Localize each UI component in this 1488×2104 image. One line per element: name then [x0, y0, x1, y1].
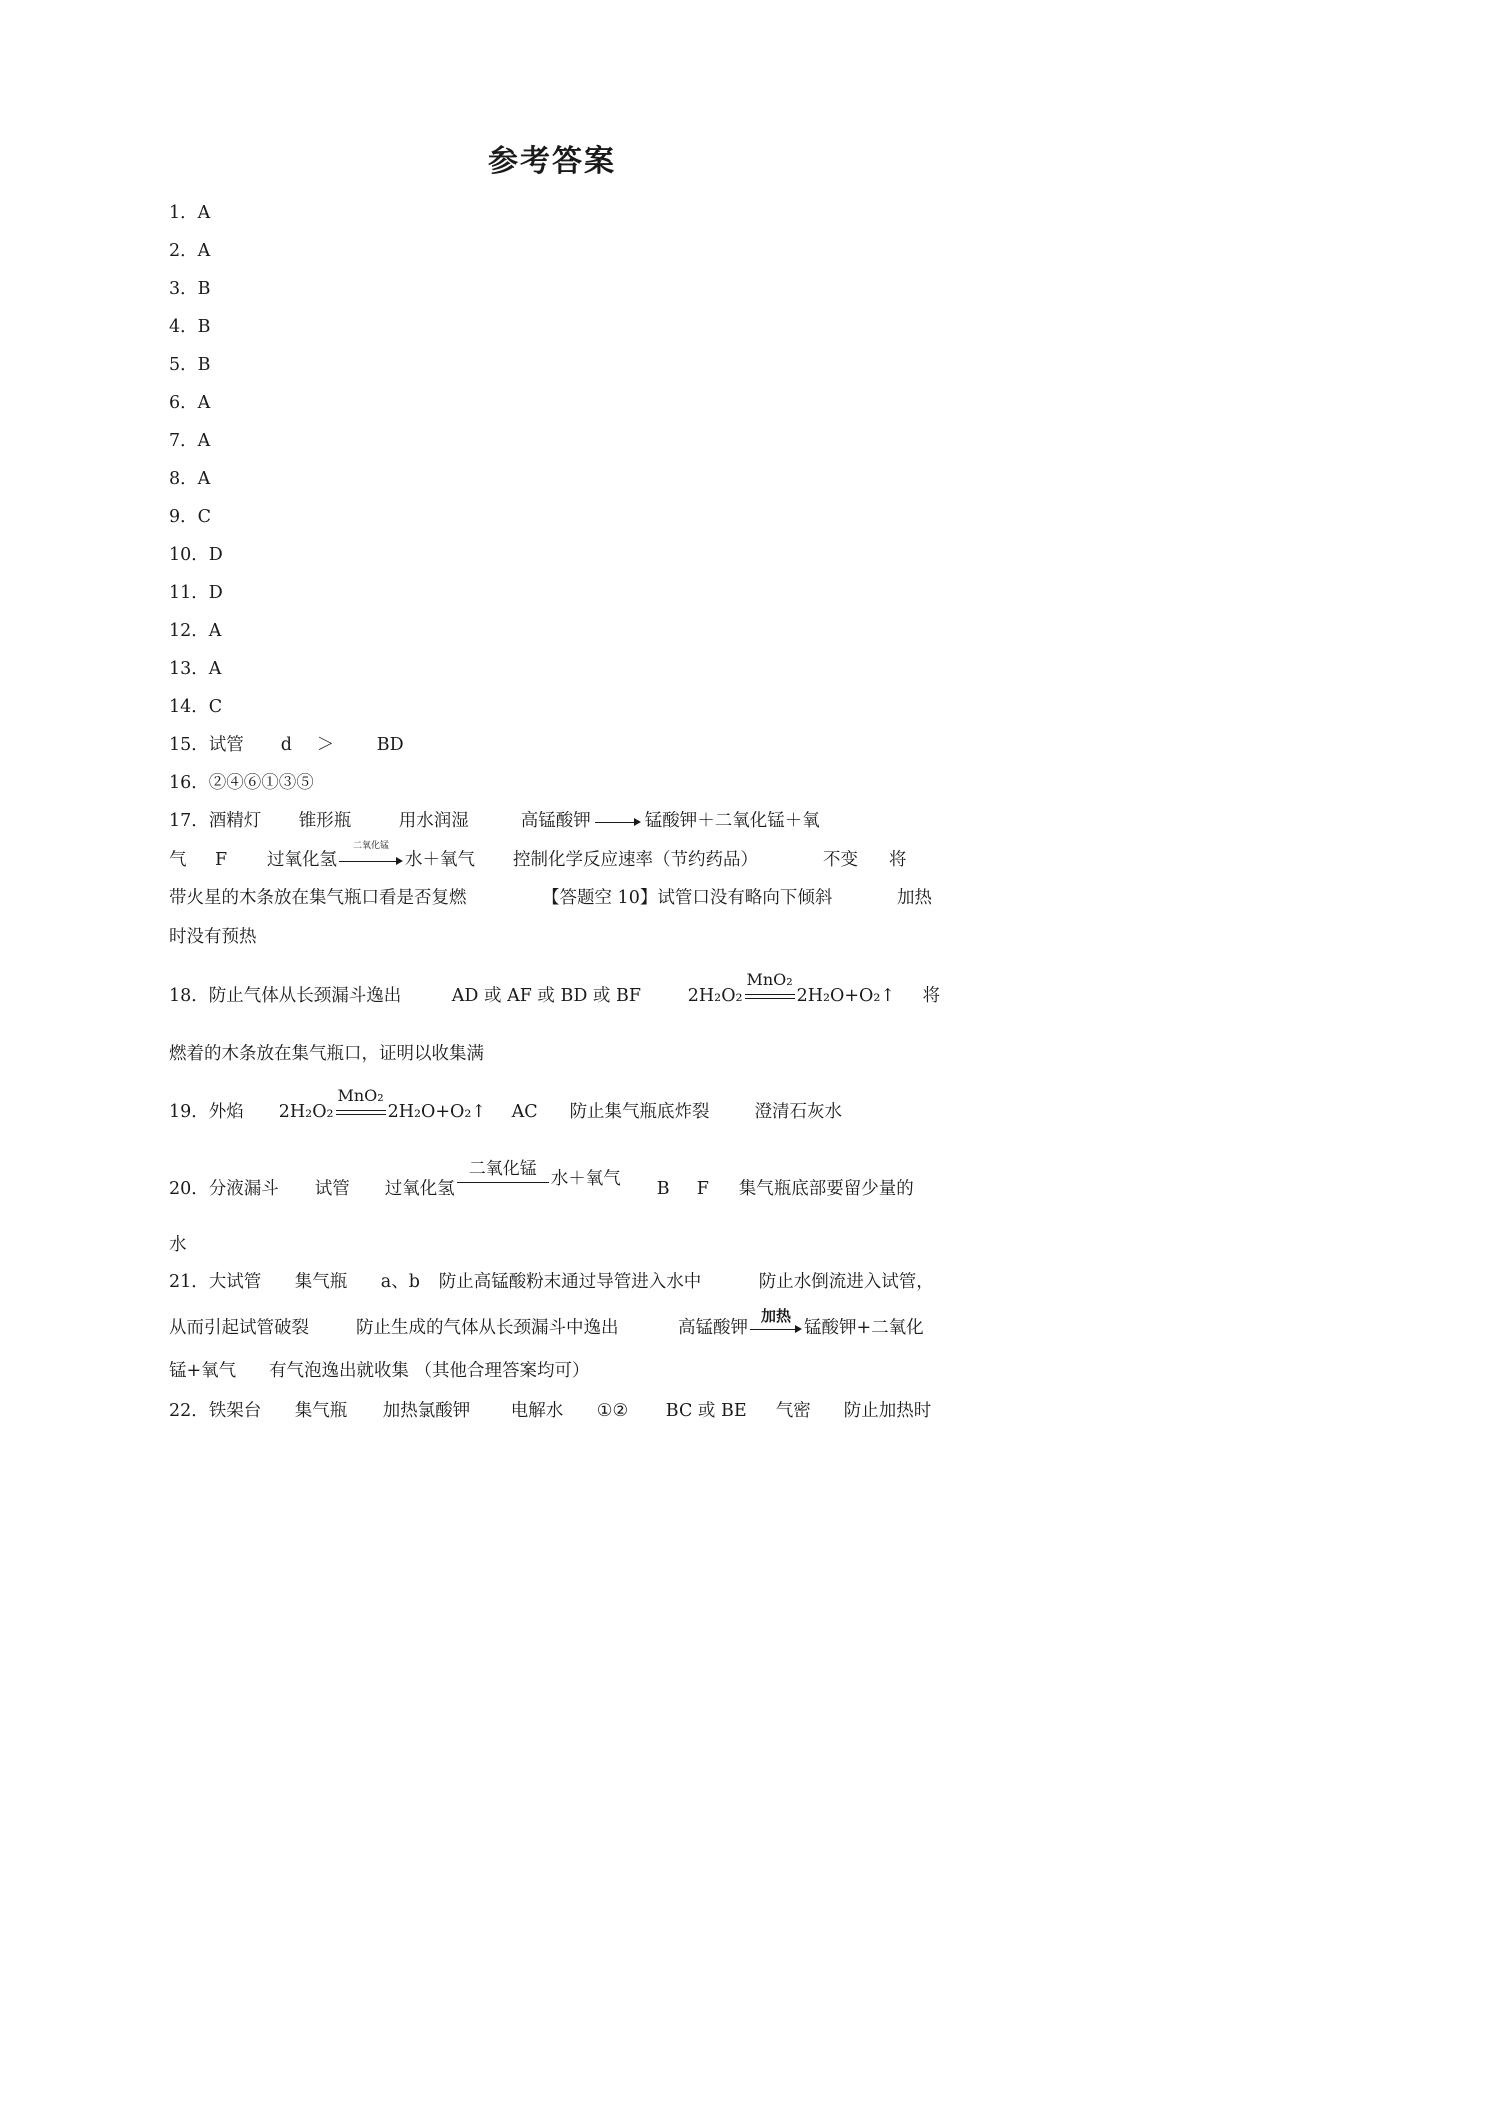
answer-line: 14．C: [169, 697, 223, 717]
answer-part: 有气泡逸出就收集 （其他合理答案均可）: [269, 1361, 590, 1381]
question-number: 20．: [169, 1179, 209, 1199]
answer-21-line-1: [169, 1270, 934, 1294]
question-number: 22．: [169, 1401, 209, 1421]
answer-15: [169, 733, 404, 757]
answer-part: 高锰酸钾: [520, 811, 591, 831]
answer-part: 控制化学反应速率（节约药品）: [513, 850, 758, 870]
answer-line: 1．A: [169, 203, 211, 223]
answer-part: ＞: [316, 735, 335, 755]
answer-line: 6．A: [169, 393, 211, 413]
answer-part: BC 或 BE: [665, 1401, 747, 1421]
answer-17-line-2: [169, 840, 907, 872]
answer-line: 2．A: [169, 241, 211, 261]
answer-part: 分液漏斗: [208, 1179, 279, 1199]
answer-16: 16．②④⑥①③⑤: [169, 773, 314, 793]
answer-part: 酒精灯: [208, 811, 262, 831]
answer-19: [169, 1085, 843, 1124]
answer-17-line-3: [169, 886, 932, 910]
answer-part: 集气瓶: [294, 1272, 348, 1292]
answer-part: 不变: [823, 850, 858, 870]
answer-line: 8．A: [169, 469, 211, 489]
question-number: 17．: [169, 811, 209, 831]
catalyst-label: MnO₂: [337, 1085, 384, 1105]
answer-part: 气密: [775, 1401, 811, 1421]
reaction-arrow: [750, 1306, 802, 1334]
answer-line: 4．B: [169, 317, 211, 337]
answer-line: 7．A: [169, 431, 211, 451]
answer-part: 从而引起试管破裂: [169, 1318, 309, 1338]
answer-part: a、b: [380, 1272, 420, 1292]
answer-part: 将: [922, 986, 941, 1006]
answer-17-line-1: [169, 809, 820, 833]
answer-20-line-2: 水: [169, 1235, 187, 1255]
answer-17-line-4: 时没有预热: [169, 927, 257, 947]
answer-part: 试管: [208, 735, 244, 755]
answer-part: 防止气体从长颈漏斗逸出: [208, 986, 402, 1006]
answer-part: 铁架台: [208, 1401, 262, 1421]
page-title: 参考答案: [488, 144, 616, 179]
answer-part: 水＋氧气: [550, 1169, 621, 1189]
answer-part: 防止水倒流进入试管，: [758, 1272, 934, 1292]
answer-21-line-3: [169, 1359, 590, 1383]
answer-part: 高锰酸钾: [678, 1318, 748, 1338]
equation-reactant: 2H₂O₂: [687, 986, 743, 1006]
catalyst-label: 二氧化锰: [468, 1159, 537, 1179]
answer-part: 过氧化氢: [267, 850, 337, 870]
answer-part: 过氧化氢: [384, 1179, 455, 1199]
answer-part: d: [280, 735, 292, 755]
condition-label: 加热: [760, 1306, 791, 1325]
equation-product: 2H₂O+O₂↑: [387, 1102, 487, 1122]
answer-part: 电解水: [510, 1401, 564, 1421]
answer-part: 集气瓶底部要留少量的: [738, 1179, 914, 1199]
reaction-equals: [745, 969, 795, 1002]
reaction-line: [457, 1159, 549, 1185]
answer-part: 防止集气瓶底炸裂: [569, 1102, 710, 1122]
answer-part: 锰酸钾＋二氧化锰＋氧: [644, 811, 820, 831]
answer-part: 加热: [897, 888, 932, 908]
question-number: 15．: [169, 735, 209, 755]
answer-part: 带火星的木条放在集气瓶口看是否复燃: [169, 888, 467, 908]
answer-part: 用水润湿: [398, 811, 469, 831]
answer-part: 锰酸钾+二氧化: [804, 1318, 924, 1338]
answer-line: 10．D: [169, 545, 223, 565]
answer-line: 5．B: [169, 355, 211, 375]
answer-part: AD 或 AF 或 BD 或 BF: [451, 986, 641, 1006]
answer-part: BD: [376, 735, 404, 755]
reaction-equals: [336, 1085, 386, 1118]
answer-line: 9．C: [169, 507, 212, 527]
answer-part: 锥形瓶: [298, 811, 352, 831]
answer-line: 12．A: [169, 621, 222, 641]
answer-part: 外焰: [208, 1102, 244, 1122]
answer-part: 防止生成的气体从长颈漏斗中逸出: [356, 1318, 619, 1338]
question-number: 18．: [169, 986, 209, 1006]
answer-part: 大试管: [208, 1272, 262, 1292]
equation-reactant: 2H₂O₂: [278, 1102, 334, 1122]
answer-line: 13．A: [169, 659, 222, 679]
answer-part: 【答题空 10】试管口没有略向下倾斜: [542, 888, 833, 908]
answer-18-line-1: [169, 969, 941, 1008]
answer-20-line-1: [169, 1159, 914, 1201]
answer-22: [169, 1399, 931, 1423]
answer-part: 水＋氧气: [405, 850, 475, 870]
question-number: 21．: [169, 1272, 209, 1292]
answer-part: B: [656, 1179, 670, 1199]
answer-part: 防止加热时: [843, 1401, 932, 1421]
catalyst-label: MnO₂: [746, 969, 793, 989]
answer-part: 集气瓶: [294, 1401, 348, 1421]
answer-part: AC: [511, 1102, 538, 1122]
answer-part: F: [215, 850, 228, 870]
question-number: 19．: [169, 1102, 209, 1122]
answer-part: 试管: [314, 1179, 350, 1199]
reaction-arrow: [339, 840, 403, 866]
answer-part: 锰+氧气: [169, 1361, 237, 1381]
answer-line: 11．D: [169, 583, 223, 603]
answer-18-line-2: 燃着的木条放在集气瓶口，证明以收集满: [169, 1044, 484, 1064]
answer-part: ①②: [596, 1401, 629, 1421]
answer-part: F: [696, 1179, 709, 1199]
answer-21-line-2: [169, 1306, 924, 1340]
answer-part: 将: [889, 850, 907, 870]
answer-part: 加热氯酸钾: [382, 1401, 471, 1421]
reaction-arrow: [595, 817, 641, 827]
answer-line: 3．B: [169, 279, 211, 299]
catalyst-label: 二氧化锰: [352, 840, 389, 851]
answer-part: 澄清石灰水: [754, 1102, 843, 1122]
answer-part: 防止高锰酸粉末通过导管进入水中: [438, 1272, 702, 1292]
equation-product: 2H₂O+O₂↑: [796, 986, 896, 1006]
answer-part: 气: [169, 850, 187, 870]
